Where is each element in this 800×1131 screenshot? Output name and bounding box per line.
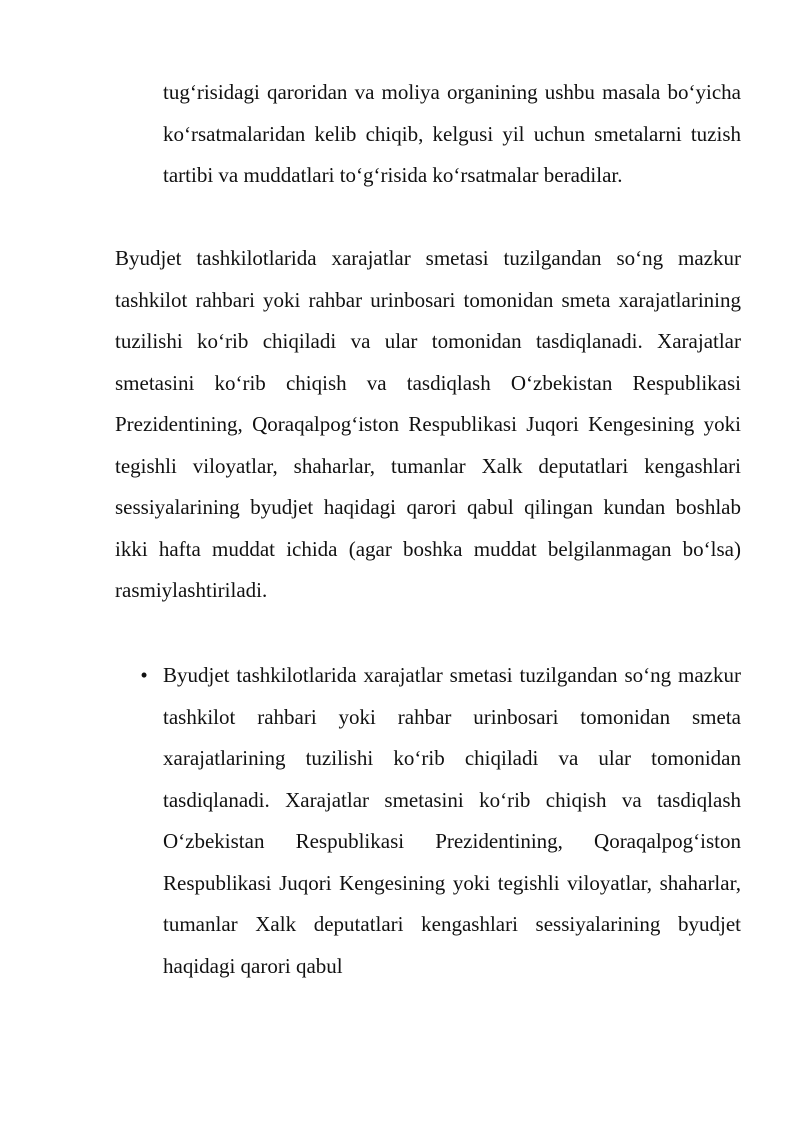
continued-list-item-text: tug‘risidagi qaroridan va moliya organining ushbu masala bo‘yicha ko‘rsatmalaridan kelib chiqib, kelgusi yil uchun smetalarni tuzish tartibi va muddatlari to‘g‘risida ko‘rsatmalar beradilar.	[163, 80, 741, 187]
bullet-marker: •	[140, 663, 148, 687]
bullet-list-item-text: Byudjet tashkilotlarida xarajatlar smetasi tuzilgandan so‘ng mazkur tashkilot rahbari yoki rahbar urinbosari tomonidan smeta xarajatlarining tuzilishi ko‘rib chiqiladi va ular tomonidan tasdiqlanadi. Xarajatlar smetasini ko‘rib chiqish va tasdiqlash O‘zbekistan Respublikasi Prezidentining, Qoraqalpog‘iston Respublikasi Juqori Kengesining yoki tegishli viloyatlar, shaharlar, tumanlar Xalk deputatlari kengashlari sessiyalarining byudjet haqidagi qarori qabul	[163, 663, 741, 978]
body-paragraph: Byudjet tashkilotlarida xarajatlar smetasi tuzilgandan so‘ng mazkur tashkilot rahbari yoki rahbar urinbosari tomonidan smeta xarajatlarining tuzilishi ko‘rib chiqiladi va ular tomonidan tasdiqlanadi. Xarajatlar smetasini ko‘rib chiqish va tasdiqlash O‘zbekistan Respublikasi Prezidentining, Qoraqalpog‘iston Respublikasi Juqori Kengesining yoki tegishli viloyatlar, shaharlar, tumanlar Xalk deputatlari kengashlari sessiyalarining byudjet haqidagi qarori qabul qilingan kundan boshlab ikki hafta muddat ichida (agar boshka muddat belgilanmagan bo‘lsa) rasmiylashtiriladi.	[115, 246, 741, 602]
